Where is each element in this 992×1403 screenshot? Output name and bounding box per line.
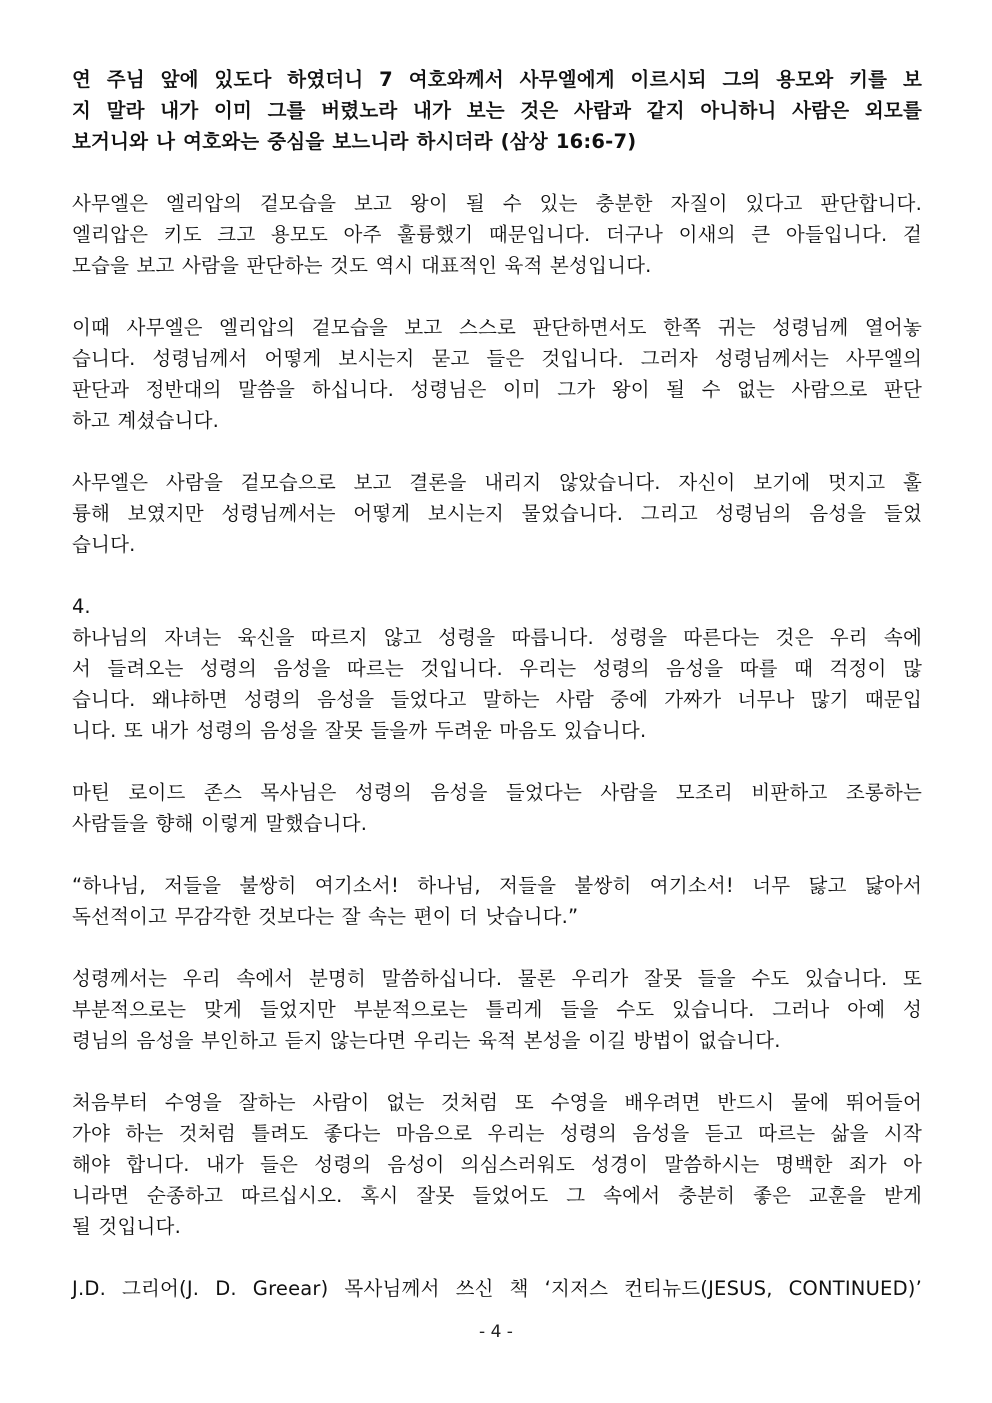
text-line: 륭해 보였지만 성령님께서는 어떻게 보시는지 물었습니다. 그리고 성령님의 음성을 들었 [72,502,922,525]
body-paragraph [72,777,922,839]
text-line: 엘리압은 키도 크고 용모도 아주 훌륭했기 때문입니다. 더구나 이새의 큰 아들입니다. 겉 [72,223,922,246]
text-line: J.D. 그리어(J. D. Greear) 목사님께서 쓰신 책 ‘지저스 컨티뉴드(JESUS, CONTINUED)’ [72,1277,922,1300]
book-reference-paragraph [72,1273,922,1304]
text-line: 하고 계셨습니다. [72,409,220,432]
body-paragraph [72,312,922,436]
text-line: 될 것입니다. [72,1215,181,1238]
body-paragraph [72,963,922,1056]
body-paragraph [72,1087,922,1242]
text-line: 사무엘은 엘리압의 겉모습을 보고 왕이 될 수 있는 충분한 자질이 있다고 판단합니다. [72,192,922,215]
text-line: 령님의 음성을 부인하고 듣지 않는다면 우리는 육적 본성을 이길 방법이 없습니다. [72,1029,781,1052]
body-paragraph [72,467,922,560]
text-line: 처음부터 수영을 잘하는 사람이 없는 것처럼 또 수영을 배우려면 반드시 물에 뛰어들어 [72,1091,922,1114]
text-line: 니다. 또 내가 성령의 음성을 잘못 들을까 두려운 마음도 있습니다. [72,719,647,742]
body-paragraph [72,188,922,281]
text-line: 지 말라 내가 이미 그를 버렸노라 내가 보는 것은 사람과 같지 아니하니 사람은 외모를 [72,99,922,122]
text-line: 해야 합니다. 내가 들은 성령의 음성이 의심스러워도 성경이 말씀하시는 명백한 죄가 아 [72,1153,922,1176]
text-line: 보거니와 나 여호와는 중심을 보느니라 하시더라 (삼상 16:6-7) [72,130,637,153]
text-line: 모습을 보고 사람을 판단하는 것도 역시 대표적인 육적 본성입니다. [72,254,652,277]
text-line: 성령께서는 우리 속에서 분명히 말씀하십니다. 물론 우리가 잘못 들을 수도 있습니다. 또 [72,967,922,990]
text-line: 하나님의 자녀는 육신을 따르지 않고 성령을 따릅니다. 성령을 따른다는 것은 우리 속에 [72,626,922,649]
text-line: “하나님, 저들을 불쌍히 여기소서! 하나님, 저들을 불쌍히 여기소서! 너무 닳고 닳아서 [72,874,922,897]
text-line: 사무엘은 사람을 겉모습으로 보고 결론을 내리지 않았습니다. 자신이 보기에 멋지고 훌 [72,471,922,494]
text-line: 습니다. 왜냐하면 성령의 음성을 들었다고 말하는 사람 중에 가짜가 너무나 많기 때문입 [72,688,922,711]
text-line: 니라면 순종하고 따르십시오. 혹시 잘못 들었어도 그 속에서 충분히 좋은 교훈을 받게 [72,1184,922,1207]
text-line: 판단과 정반대의 말씀을 하십니다. 성령님은 이미 그가 왕이 될 수 없는 사람으로 판단 [72,378,922,401]
text-line: 연 주님 앞에 있도다 하였더니 7 여호와께서 사무엘에게 이르시되 그의 용모와 키를 보 [72,68,922,91]
text-line: 이때 사무엘은 엘리압의 겉모습을 보고 스스로 판단하면서도 한쪽 귀는 성령님께 열어놓 [72,316,922,339]
text-line: 서 들려오는 성령의 음성을 따르는 것입니다. 우리는 성령의 음성을 따를 때 걱정이 많 [72,657,922,680]
page-number: - 4 - [479,1322,513,1342]
text-line: 부분적으로는 맞게 들었지만 부분적으로는 틀리게 들을 수도 있습니다. 그러나 아예 성 [72,998,922,1021]
text-line: 마틴 로이드 존스 목사님은 성령의 음성을 들었다는 사람을 모조리 비판하고 조롱하는 [72,781,922,804]
quotation-paragraph [72,870,922,932]
text-line: 사람들을 향해 이렇게 말했습니다. [72,812,368,835]
body-paragraph [72,622,922,746]
text-line: 습니다. 성령님께서 어떻게 보시는지 묻고 들은 것입니다. 그러자 성령님께서는 사무엘의 [72,347,922,370]
text-line: 독선적이고 무감각한 것보다는 잘 속는 편이 더 낫습니다.” [72,905,579,928]
section-heading: 4. [72,595,91,618]
text-line: 습니다. [72,533,136,556]
scripture-quote-paragraph [72,64,922,157]
text-line: 가야 하는 것처럼 틀려도 좋다는 마음으로 우리는 성령의 음성을 듣고 따르는 삶을 시작 [72,1122,922,1145]
document-page [72,64,922,1304]
